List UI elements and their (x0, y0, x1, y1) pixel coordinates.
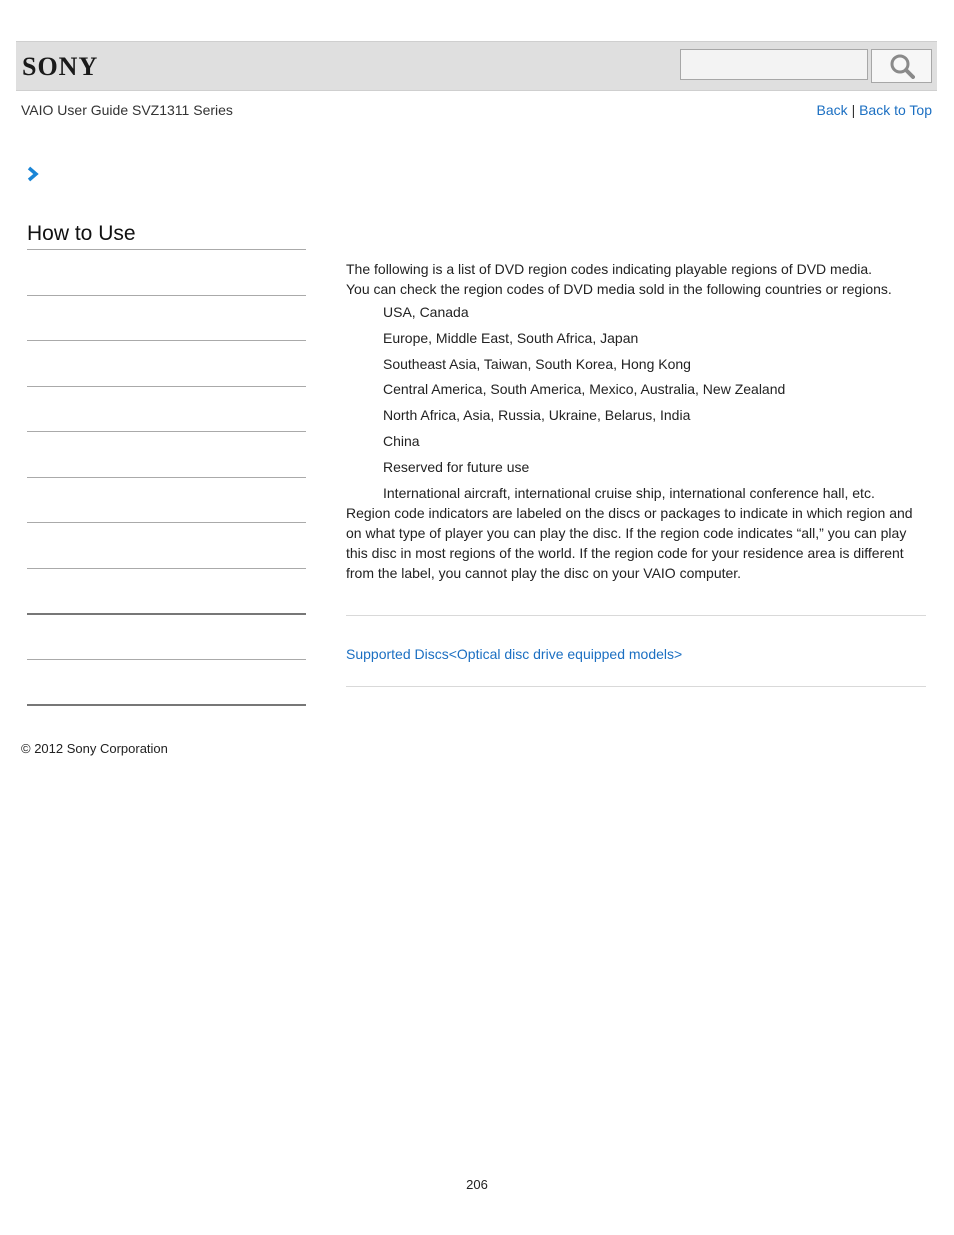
region-item: North Africa, Asia, Russia, Ukraine, Belarus, India (383, 407, 691, 424)
back-link[interactable]: Back (816, 102, 848, 118)
search-input[interactable] (680, 49, 868, 80)
region-note: Region code indicators are labeled on the discs or packages to indicate in which region and on what type of player you can play the disc. If the region code indicates “all,” you can play this disc in most regions of the world. If the region code for your residence area is different from the label, you cannot play the disc on your VAIO computer. (346, 504, 913, 581)
copyright: © 2012 Sony Corporation (21, 741, 168, 756)
sidebar-divider (27, 340, 306, 341)
sidebar-divider (27, 704, 306, 706)
sidebar-divider (27, 386, 306, 387)
main-content (346, 259, 926, 583)
breadcrumb[interactable] (26, 166, 40, 187)
sidebar-divider (27, 249, 306, 250)
content-divider (346, 686, 926, 687)
search-button[interactable] (871, 49, 932, 83)
related-topic-link[interactable]: Supported Discs<Optical disc drive equipped models> (346, 646, 683, 662)
magnifier-icon (889, 53, 915, 79)
guide-title: VAIO User Guide SVZ1311 Series (21, 102, 233, 118)
region-item: China (383, 432, 420, 449)
sony-logo: SONY (22, 52, 99, 81)
region-item: Southeast Asia, Taiwan, South Korea, Hong Kong (383, 355, 691, 372)
page-number: 206 (466, 1177, 488, 1192)
region-list (383, 302, 926, 503)
header-bar (16, 41, 937, 91)
sidebar-title: How to Use (27, 222, 136, 245)
region-item: Reserved for future use (383, 458, 530, 475)
back-to-top-link[interactable]: Back to Top (859, 102, 932, 118)
intro-line-1: The following is a list of DVD region codes indicating playable regions of DVD media. (346, 261, 873, 277)
sidebar-divider (27, 295, 306, 296)
top-links (817, 102, 932, 118)
sidebar-divider (27, 659, 306, 660)
chevron-right-icon (26, 166, 40, 182)
region-item: Central America, South America, Mexico, Australia, New Zealand (383, 381, 786, 398)
sidebar-divider (27, 477, 306, 478)
content-divider (346, 615, 926, 616)
sidebar-divider (27, 522, 306, 523)
region-item: Europe, Middle East, South Africa, Japan (383, 329, 639, 346)
sidebar-divider (27, 431, 306, 432)
region-item: International aircraft, international cruise ship, international conference hall, etc. (383, 484, 875, 501)
link-separator: | (851, 102, 856, 118)
sidebar-divider (27, 613, 306, 615)
sidebar-divider (27, 568, 306, 569)
intro-line-2: You can check the region codes of DVD media sold in the following countries or regions. (346, 281, 892, 297)
region-item: USA, Canada (383, 304, 469, 320)
